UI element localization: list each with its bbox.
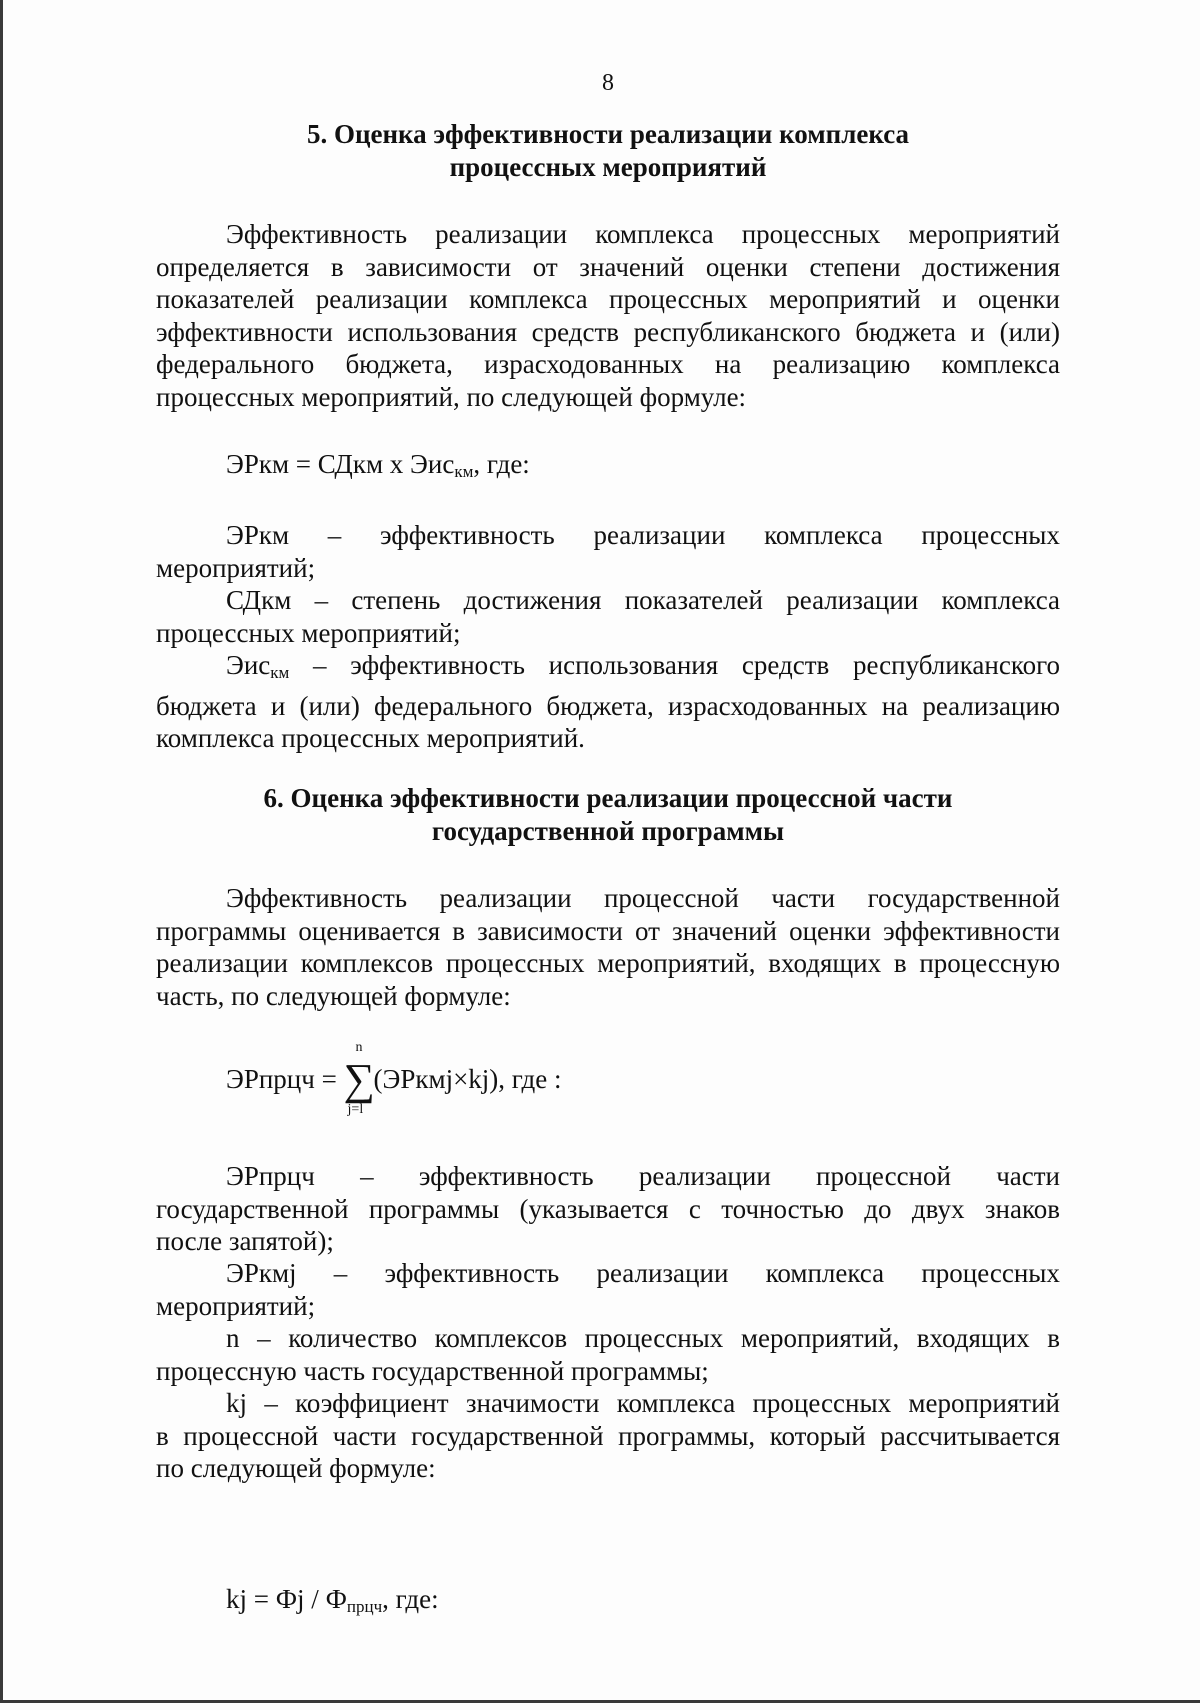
section-6-heading [156, 782, 1060, 848]
formula-tail: , где: [473, 449, 530, 479]
definition-line [156, 649, 1060, 690]
formula-erkm [226, 448, 530, 488]
page-number: 8 [602, 70, 614, 96]
definition-word: эффективность [384, 1258, 560, 1288]
formula-tail: , где: [382, 1584, 439, 1614]
definition-line: бюджета и (или) федерального бюджета, израсходованных на реализацию [156, 690, 1060, 721]
formula-rhs: (ЭРкмj×kj), где : [373, 1064, 562, 1095]
definition-line: после запятой); [156, 1226, 334, 1256]
paragraph-line: Эффективность реализации процессной части государственной [226, 883, 1060, 913]
section-6-title-line1: 6. Оценка эффективности реализации процессной части [263, 783, 953, 813]
formula-kj [226, 1583, 439, 1623]
definition-word: реализации [596, 1258, 729, 1288]
section-5-title-line1: 5. Оценка эффективности реализации комплекса [306, 119, 910, 149]
summation-lower-limit: j=l [347, 1102, 364, 1117]
definition-word: комплекса [764, 520, 883, 550]
definition-word: эффективность [418, 1161, 594, 1191]
definition-rest: – эффективность использования средств республиканского [289, 650, 1060, 680]
definition-dash: – [360, 1161, 374, 1191]
definition-line: процессную часть государственной программы; [156, 1355, 709, 1386]
definition-line: kj – коэффициент значимости комплекса процессных мероприятий [226, 1388, 1060, 1418]
definition-subscript: км [270, 663, 290, 682]
summation [343, 1040, 375, 1117]
definition-word: эффективность [379, 520, 555, 550]
definition-word: реализации [593, 520, 726, 550]
definition-line [156, 519, 1060, 552]
definition-line: СДкм – степень достижения показателей реализации комплекса [226, 585, 1060, 615]
definition-word: процессных [921, 520, 1060, 550]
formula-lhs: ЭРкм = СДкм х Эис [226, 449, 455, 479]
definition-line: процессных мероприятий; [156, 617, 461, 648]
paragraph-line: Эффективность реализации комплекса процессных мероприятий [226, 219, 1060, 249]
definition-erprcch [156, 1160, 1060, 1258]
definition-word: части [996, 1161, 1060, 1191]
definition-line: n – количество комплексов процессных мероприятий, входящих в [226, 1323, 1060, 1353]
section-5-paragraph [156, 218, 1060, 413]
definition-n [156, 1322, 1060, 1387]
definition-dash: – [333, 1258, 348, 1288]
definition-sdkm [156, 584, 1060, 649]
paragraph-line: программы оценивается в зависимости от значений оценки эффективности [156, 915, 1060, 946]
definition-line [156, 1257, 1060, 1290]
definition-dash: – [327, 520, 342, 550]
formula-erprcch [226, 1040, 562, 1117]
formula-lhs: kj = Фj / Ф [226, 1584, 347, 1614]
section-6-paragraph [156, 882, 1060, 1012]
section-5-heading [156, 118, 1060, 184]
definition-eiskm [156, 649, 1060, 755]
formula-subscript: км [454, 462, 474, 481]
definition-word: комплекса [765, 1258, 885, 1288]
definition-term: ЭРкм [226, 520, 290, 550]
definition-erkmj [156, 1257, 1060, 1322]
definition-term: ЭРпрцч [226, 1161, 315, 1191]
paragraph-line: реализации комплексов процессных мероприятий, входящих в процессную [156, 948, 1060, 978]
definition-continuation: мероприятий; [156, 552, 316, 583]
definition-word: процессной [816, 1161, 951, 1191]
definition-word: реализации [638, 1161, 771, 1191]
definition-line: комплекса процессных мероприятий. [156, 723, 585, 753]
summation-upper-limit: n [355, 1040, 363, 1055]
sigma-symbol: ∑ [343, 1055, 375, 1104]
definition-term: ЭРкмj [226, 1258, 297, 1288]
definition-word: процессных [921, 1258, 1060, 1288]
paragraph-line: эффективности использования средств республиканского бюджета и (или) [156, 316, 1060, 347]
definition-kj [156, 1387, 1060, 1485]
paragraph-line: определяется в зависимости от значений оценки степени достижения [156, 251, 1060, 282]
paragraph-line: часть, по следующей формуле: [156, 980, 511, 1011]
section-6-title-line2: государственной программы [431, 816, 785, 846]
definition-term: Эис [226, 650, 271, 680]
definition-line: по следующей формуле: [156, 1453, 436, 1483]
paragraph-line: федерального бюджета, израсходованных на реализацию комплекса [156, 349, 1060, 379]
definition-erkm [156, 519, 1060, 584]
section-5-title-line2: процессных мероприятий [449, 152, 767, 182]
definition-line: государственной программы (указывается с точностью до двух знаков [156, 1193, 1060, 1224]
scan-edge-left [0, 0, 3, 1703]
paragraph-line: процессных мероприятий, по следующей формуле: [156, 381, 747, 412]
definition-line [156, 1160, 1060, 1193]
formula-lhs: ЭРпрцч = [226, 1064, 337, 1095]
definition-continuation: мероприятий; [156, 1290, 316, 1321]
paragraph-line: показателей реализации комплекса процессных мероприятий и оценки [156, 284, 1060, 314]
definition-line: в процессной части государственной программы, который рассчитывается [156, 1420, 1060, 1451]
formula-subscript: прцч [346, 1597, 383, 1616]
